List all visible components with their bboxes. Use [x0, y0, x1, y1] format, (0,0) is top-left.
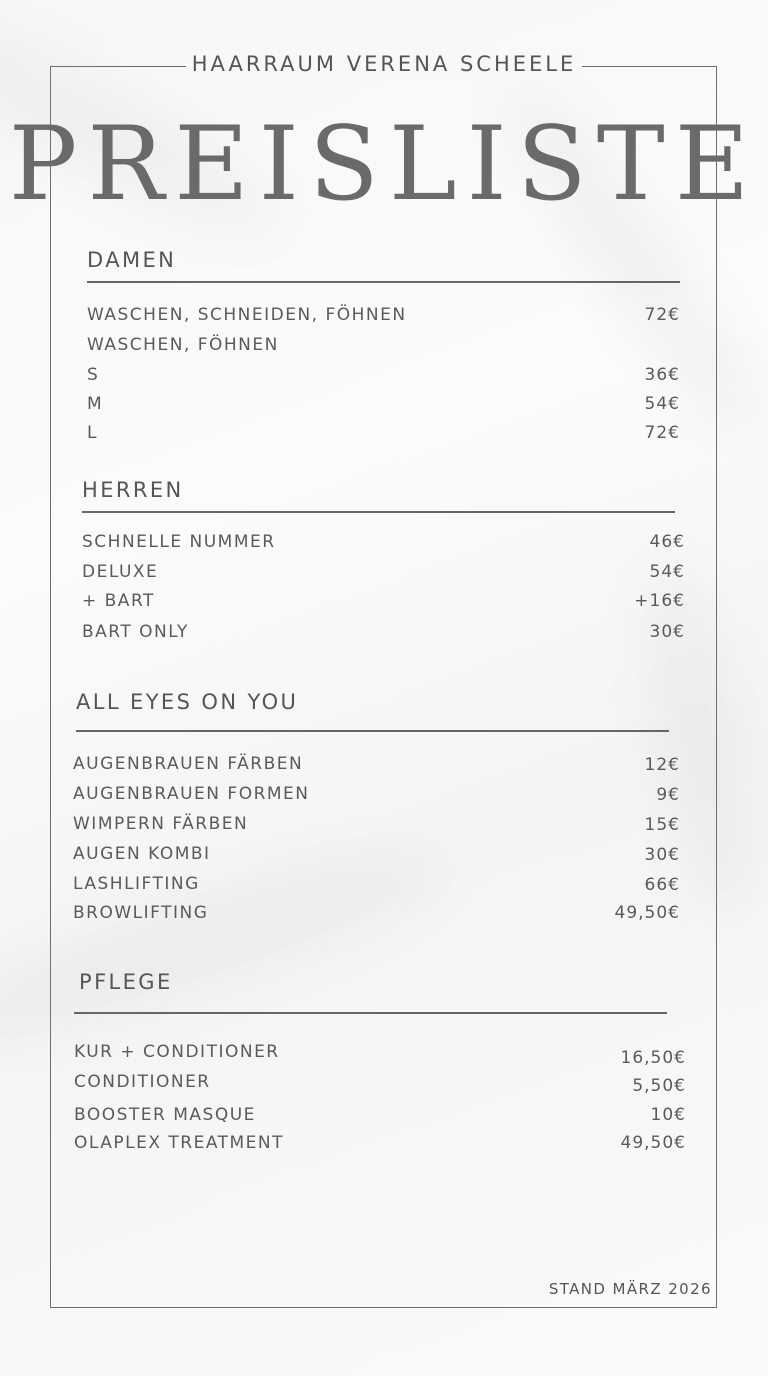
item-price: 16,50€	[620, 1048, 686, 1068]
list-item: WASCHEN, FÖHNEN	[87, 335, 279, 355]
item-price: 30€	[644, 845, 680, 865]
item-price: 9€	[656, 785, 680, 805]
item-price: 49,50€	[614, 903, 680, 923]
list-item: BART ONLY	[82, 622, 189, 642]
item-price: 5,50€	[632, 1076, 686, 1096]
item-price: 72€	[644, 423, 680, 443]
section-title-eyes: ALL EYES ON YOU	[76, 690, 299, 714]
list-item: OLAPLEX TREATMENT	[74, 1133, 285, 1153]
item-price: 10€	[650, 1105, 686, 1125]
brand-name	[0, 52, 768, 76]
section-divider	[76, 730, 669, 732]
item-price: +16€	[634, 591, 685, 611]
item-price: 12€	[644, 755, 680, 775]
list-item: S	[87, 365, 100, 385]
section-divider	[74, 1012, 667, 1014]
list-item: WIMPERN FÄRBEN	[73, 814, 249, 834]
list-item: AUGENBRAUEN FORMEN	[73, 784, 310, 804]
list-item: BOOSTER MASQUE	[74, 1105, 256, 1125]
brand-name-text: HAARRAUM VERENA SCHEELE	[186, 52, 583, 76]
list-item: SCHNELLE NUMMER	[82, 532, 276, 552]
list-item: AUGEN KOMBI	[73, 844, 211, 864]
item-price: 36€	[644, 365, 680, 385]
list-item: AUGENBRAUEN FÄRBEN	[73, 754, 304, 774]
item-price: 46€	[649, 532, 685, 552]
item-price: 30€	[649, 622, 685, 642]
page-title: PREISLISTE	[8, 105, 760, 224]
section-title-herren: HERREN	[82, 478, 184, 502]
list-item: LASHLIFTING	[73, 874, 200, 894]
section-title-damen: DAMEN	[87, 248, 177, 272]
item-price: 15€	[644, 815, 680, 835]
list-item: KUR + CONDITIONER	[74, 1042, 280, 1062]
list-item: DELUXE	[82, 562, 159, 582]
item-price: 66€	[644, 875, 680, 895]
item-price: 49,50€	[620, 1133, 686, 1153]
item-price: 54€	[644, 394, 680, 414]
item-price: 54€	[649, 562, 685, 582]
list-item: + BART	[82, 591, 155, 611]
footer-date: STAND MÄRZ 2026	[548, 1280, 712, 1298]
list-item: L	[87, 423, 98, 443]
item-price: 72€	[644, 305, 680, 325]
list-item: WASCHEN, SCHNEIDEN, FÖHNEN	[87, 305, 407, 325]
section-title-pflege: PFLEGE	[79, 970, 173, 994]
list-item: BROWLIFTING	[73, 903, 209, 923]
section-divider	[82, 511, 675, 513]
section-divider	[87, 281, 680, 283]
list-item: M	[87, 394, 104, 414]
list-item: CONDITIONER	[74, 1072, 211, 1092]
